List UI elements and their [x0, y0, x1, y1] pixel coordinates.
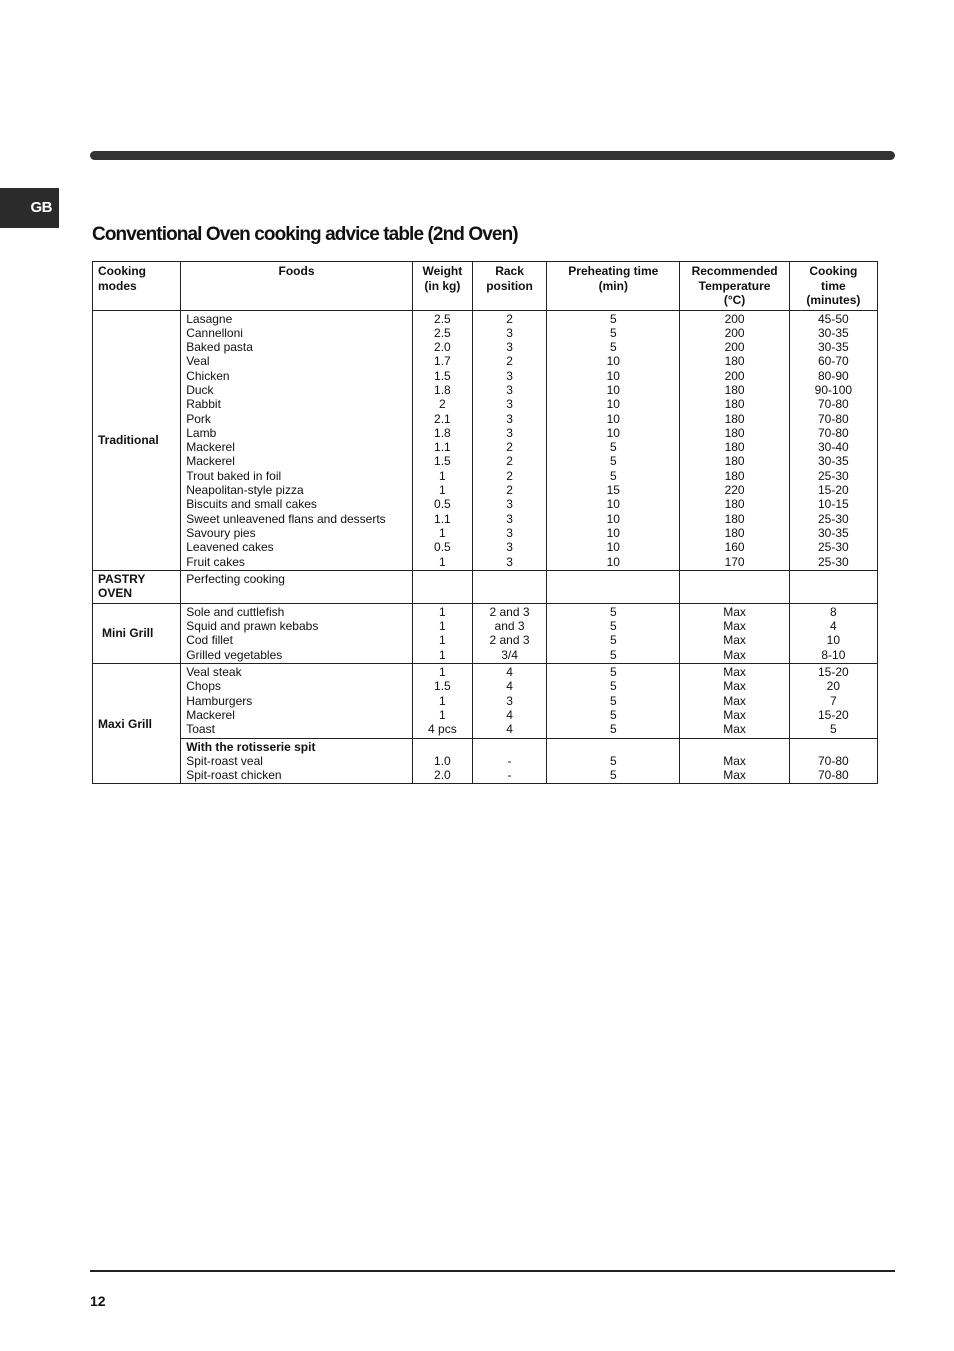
cell-value: 180 — [724, 525, 745, 540]
cell-value: Max — [723, 753, 746, 768]
cell-value: 1 — [439, 647, 446, 662]
food-item: Fruit cakes — [186, 554, 245, 569]
cell-value: 180 — [724, 397, 745, 412]
cell-value: Max — [723, 693, 746, 708]
cell-value: 90-100 — [814, 382, 853, 397]
cell-value: 5 — [609, 440, 617, 455]
preheat-cell — [547, 310, 680, 570]
cell-value: 2 — [506, 311, 513, 326]
cell-value: 2.1 — [434, 411, 451, 426]
cell-value: 2 — [439, 397, 446, 412]
temperature-cell — [680, 664, 789, 738]
foods-cell — [181, 603, 413, 663]
cell-value: 180 — [724, 440, 745, 455]
cell-value: 1.0 — [434, 753, 451, 768]
cell-value: 4 — [506, 665, 513, 680]
rack-cell — [472, 570, 546, 603]
food-item: Mackerel — [186, 440, 235, 455]
cell-value: 4 pcs — [428, 722, 457, 737]
cell-value: 3 — [506, 525, 513, 540]
cell-value: 5 — [609, 722, 617, 737]
cell-value: 1 — [439, 707, 446, 722]
maxi-grill-row — [93, 664, 878, 738]
cell-value: 30-35 — [818, 325, 849, 340]
cell-value: 5 — [609, 454, 617, 469]
cell-value: 70-80 — [818, 425, 849, 440]
cell-value: 10 — [826, 633, 841, 648]
cell-value: 200 — [724, 325, 745, 340]
cell-value: 3 — [506, 382, 513, 397]
cell-value: 2 — [506, 454, 513, 469]
cell-value: 25-30 — [818, 554, 849, 569]
cell-value: 70-80 — [818, 753, 849, 768]
cell-value: 25-30 — [818, 511, 849, 526]
cell-value: 1.8 — [434, 425, 451, 440]
cell-value: 10 — [606, 554, 620, 569]
cell-value: 200 — [724, 368, 745, 383]
cell-value: 10 — [606, 511, 620, 526]
cell-value: 2.0 — [434, 340, 451, 355]
food-item: Veal steak — [186, 665, 242, 680]
cooking-time-cell — [789, 603, 877, 663]
cell-value: 180 — [724, 454, 745, 469]
cell-value: 200 — [724, 311, 745, 326]
mode-text: PASTRY — [98, 571, 146, 586]
cell-value: 2.5 — [434, 311, 451, 326]
cell-value: 1 — [439, 633, 446, 648]
cell-value: 180 — [724, 468, 745, 483]
cell-value: 1.5 — [434, 679, 451, 694]
cell-value: 1 — [439, 604, 446, 619]
food-item: Lasagne — [186, 311, 233, 326]
cell-value: 10 — [606, 497, 620, 512]
header-text: time — [821, 278, 846, 293]
cell-value: 30-35 — [818, 340, 849, 355]
preheat-cell — [547, 664, 680, 738]
cell-value: 5 — [609, 768, 617, 783]
food-item: Leavened cakes — [186, 540, 274, 555]
rotisserie-row — [93, 738, 878, 784]
header-temperature — [680, 262, 789, 311]
header-text: Foods — [278, 264, 315, 278]
food-item: Neapolitan-style pizza — [186, 483, 304, 498]
temperature-cell — [680, 570, 789, 603]
cell-value: 1 — [439, 525, 446, 540]
food-item: Mackerel — [186, 707, 235, 722]
cell-value: 3 — [506, 340, 513, 355]
cell-value: and 3 — [494, 619, 525, 634]
cell-value: 30-40 — [818, 440, 849, 455]
temperature-cell — [680, 738, 789, 784]
header-row — [93, 262, 878, 311]
mode-text: OVEN — [98, 586, 133, 601]
cell-value: 3 — [506, 540, 513, 555]
cell-value: Max — [723, 722, 746, 737]
foods-cell — [181, 664, 413, 738]
weight-cell — [412, 664, 472, 738]
cell-value: 10 — [606, 354, 620, 369]
rack-cell — [472, 664, 546, 738]
cell-value: 3 — [506, 554, 513, 569]
cell-value: 5 — [609, 325, 617, 340]
cell-value: 15 — [606, 483, 620, 498]
header-weight — [412, 262, 472, 311]
cell-value: 3 — [506, 693, 513, 708]
cell-value: 160 — [724, 540, 745, 555]
food-item: Toast — [186, 722, 215, 737]
cell-value: 2 — [506, 440, 513, 455]
header-text: modes — [98, 278, 137, 293]
cell-value: 1.1 — [434, 511, 451, 526]
header-text: Temperature — [698, 278, 771, 293]
cell-value: 5 — [609, 647, 617, 662]
cell-value: 200 — [724, 340, 745, 355]
cell-value: 180 — [724, 382, 745, 397]
food-item: Sweet unleavened flans and desserts — [186, 511, 386, 526]
cell-value: 70-80 — [818, 411, 849, 426]
rack-cell — [472, 603, 546, 663]
food-item: Lamb — [186, 425, 217, 440]
cell-value: 7 — [830, 693, 837, 708]
header-text: Cooking — [98, 264, 146, 278]
header-text: (in kg) — [424, 278, 461, 293]
cell-value: 170 — [724, 554, 745, 569]
pastry-row — [93, 570, 878, 603]
language-tab-label: GB — [30, 199, 52, 216]
cell-value: 3 — [506, 511, 513, 526]
cell-value: Max — [723, 633, 746, 648]
food-item: Perfecting cooking — [186, 571, 285, 586]
cell-value: 2 and 3 — [489, 633, 530, 648]
cell-value: 4 — [506, 707, 513, 722]
cell-value: 5 — [609, 707, 617, 722]
cell-value: 3/4 — [501, 647, 518, 662]
header-text: (minutes) — [806, 293, 861, 307]
cell-value: 5 — [609, 604, 617, 619]
weight-cell — [412, 738, 472, 784]
food-item: Mackerel — [186, 454, 235, 469]
cell-value: 5 — [609, 693, 617, 708]
food-item: Baked pasta — [186, 340, 253, 355]
food-item: Grilled vegetables — [186, 647, 283, 662]
mode-traditional: Traditional — [93, 310, 181, 570]
top-decorative-bar — [90, 151, 895, 160]
food-item: Sole and cuttlefish — [186, 604, 285, 619]
cell-value: 25-30 — [818, 468, 849, 483]
cell-value: 15-20 — [818, 665, 849, 680]
food-item: Squid and prawn kebabs — [186, 619, 319, 634]
food-item: Duck — [186, 382, 214, 397]
cell-value: 1 — [439, 483, 446, 498]
cell-value: 80-90 — [818, 368, 849, 383]
cell-value: 2 — [506, 468, 513, 483]
cell-value: 10 — [606, 397, 620, 412]
header-text: Rack — [495, 264, 524, 278]
cooking-time-cell — [789, 664, 877, 738]
cell-value: 10 — [606, 425, 620, 440]
header-text: Cooking — [809, 264, 858, 278]
cell-value: 60-70 — [818, 354, 849, 369]
cell-value: 4 — [506, 679, 513, 694]
cell-value: 10-15 — [818, 497, 849, 512]
cell-value: 180 — [724, 511, 745, 526]
weight-cell — [412, 570, 472, 603]
cell-value: 45-50 — [818, 311, 849, 326]
food-item: Savoury pies — [186, 525, 256, 540]
cell-value: Max — [723, 604, 746, 619]
header-rack — [472, 262, 546, 311]
food-item: Chops — [186, 679, 221, 694]
food-item: Veal — [186, 354, 210, 369]
cell-value: 5 — [609, 468, 617, 483]
cell-value: 1 — [439, 554, 446, 569]
cell-value: 5 — [609, 633, 617, 648]
cell-value: 1.5 — [434, 368, 451, 383]
cell-value: 180 — [724, 354, 745, 369]
cell-value: 180 — [724, 411, 745, 426]
traditional-row — [93, 310, 878, 570]
food-item: Spit-roast veal — [186, 753, 263, 768]
cell-value: 2.0 — [434, 768, 451, 783]
cell-value: 2 — [506, 483, 513, 498]
cell-value: 10 — [606, 411, 620, 426]
cell-value: 4 — [830, 619, 837, 634]
cell-value: 3 — [506, 497, 513, 512]
cell-value: 3 — [506, 368, 513, 383]
weight-cell — [412, 603, 472, 663]
cell-value: 15-20 — [818, 483, 849, 498]
header-text: (min) — [598, 278, 628, 293]
preheat-cell — [547, 738, 680, 784]
cell-value: 5 — [609, 679, 617, 694]
foods-cell — [181, 738, 413, 784]
cell-value: Max — [723, 679, 746, 694]
rotisserie-heading: With the rotisserie spit — [186, 739, 316, 754]
cell-value: 20 — [826, 679, 841, 694]
cell-value: 0.5 — [434, 497, 451, 512]
cell-value: 1.5 — [434, 454, 451, 469]
cell-value: 3 — [506, 397, 513, 412]
food-item: Rabbit — [186, 397, 221, 412]
rack-cell — [472, 738, 546, 784]
cell-value: 5 — [609, 311, 617, 326]
cell-value: 5 — [830, 722, 837, 737]
cell-value: 25-30 — [818, 540, 849, 555]
header-text: position — [486, 278, 533, 293]
cell-value: 1.8 — [434, 382, 451, 397]
cell-value: 2.5 — [434, 325, 451, 340]
cell-value: 0.5 — [434, 540, 451, 555]
language-tab — [0, 188, 59, 228]
cell-value: 180 — [724, 497, 745, 512]
header-foods — [181, 262, 413, 311]
cell-value: 8-10 — [821, 647, 846, 662]
food-item: Pork — [186, 411, 211, 426]
cell-value: 2 and 3 — [489, 604, 530, 619]
foods-cell — [181, 570, 413, 603]
header-cooking-modes — [93, 262, 181, 311]
temperature-cell — [680, 310, 789, 570]
cooking-time-cell — [789, 570, 877, 603]
cell-value: Max — [723, 707, 746, 722]
cell-value: 1 — [439, 693, 446, 708]
mode-pastry-oven — [93, 570, 181, 603]
cell-value: 1 — [439, 665, 446, 680]
cell-value: 3 — [506, 411, 513, 426]
food-item: Cannelloni — [186, 325, 243, 340]
mode-mini-grill: Mini Grill — [93, 603, 181, 663]
cell-value: Max — [723, 619, 746, 634]
header-preheat — [547, 262, 680, 311]
footer-divider — [90, 1270, 895, 1272]
preheat-cell — [547, 603, 680, 663]
cell-value: 3 — [506, 425, 513, 440]
cooking-time-cell — [789, 310, 877, 570]
cell-value: - — [507, 753, 512, 768]
page-title: Conventional Oven cooking advice table (2nd Oven) — [92, 224, 518, 245]
cell-value: 5 — [609, 340, 617, 355]
food-item: Hamburgers — [186, 693, 253, 708]
cooking-advice-table — [92, 261, 878, 784]
cell-value: 10 — [606, 368, 620, 383]
cell-value: Max — [723, 647, 746, 662]
cell-value: 10 — [606, 525, 620, 540]
cell-value: 30-35 — [818, 454, 849, 469]
food-item: Cod fillet — [186, 633, 233, 648]
cell-value: 5 — [609, 619, 617, 634]
cell-value: 1.7 — [434, 354, 451, 369]
food-item: Trout baked in foil — [186, 468, 282, 483]
foods-cell — [181, 310, 413, 570]
header-text: Weight — [422, 264, 463, 278]
cell-value: 3 — [506, 325, 513, 340]
temperature-cell — [680, 603, 789, 663]
food-item: Biscuits and small cakes — [186, 497, 317, 512]
cell-value: - — [507, 768, 512, 783]
weight-cell — [412, 310, 472, 570]
cell-value: 8 — [830, 604, 837, 619]
cell-value: 220 — [724, 483, 745, 498]
cell-value: 30-35 — [818, 525, 849, 540]
food-item: Spit-roast chicken — [186, 768, 282, 783]
cell-value: 15-20 — [818, 707, 849, 722]
cell-value: 180 — [724, 425, 745, 440]
cell-value: 70-80 — [818, 768, 849, 783]
rack-cell — [472, 310, 546, 570]
page-number: 12 — [90, 1293, 106, 1309]
cell-value: 5 — [609, 665, 617, 680]
header-text: Preheating time — [568, 264, 659, 278]
food-item: Chicken — [186, 368, 230, 383]
cooking-time-cell — [789, 738, 877, 784]
cell-value: 10 — [606, 540, 620, 555]
cell-value: 2 — [506, 354, 513, 369]
cell-value: 70-80 — [818, 397, 849, 412]
cell-value: Max — [723, 665, 746, 680]
cell-value: 4 — [506, 722, 513, 737]
cell-value: 1 — [439, 468, 446, 483]
header-text: Recommended — [691, 264, 778, 278]
cell-value: 1 — [439, 619, 446, 634]
mini-grill-row — [93, 603, 878, 663]
header-text: (°C) — [723, 293, 746, 307]
cell-value: 1.1 — [434, 440, 451, 455]
mode-maxi-grill: Maxi Grill — [93, 664, 181, 784]
cell-value: 10 — [606, 382, 620, 397]
header-cooking-time — [789, 262, 877, 311]
cell-value: Max — [723, 768, 746, 783]
cell-value: 5 — [609, 753, 617, 768]
preheat-cell — [547, 570, 680, 603]
